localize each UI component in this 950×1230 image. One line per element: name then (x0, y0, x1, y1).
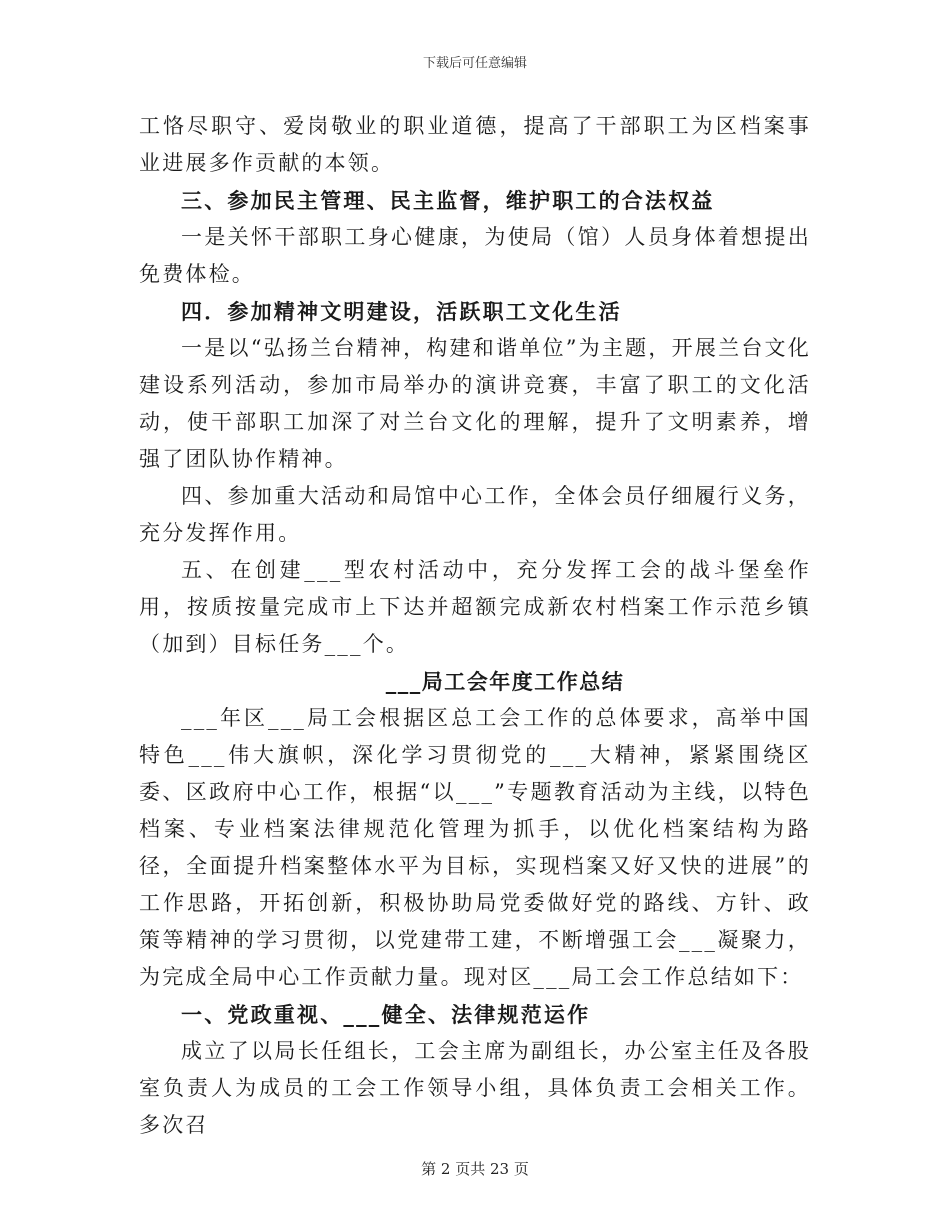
header-note: 下载后可任意编辑 (422, 56, 527, 71)
paragraph-continued: 工恪尽职守、爱岗敬业的职业道德，提高了干部职工为区档案事业进展多作贡献的本领。 (139, 114, 811, 175)
document-body (139, 108, 811, 1144)
paragraph-intro: ___年区___局工会根据区总工会工作的总体要求，高举中国特色___伟大旗帜，深化学习贯彻党的___大精神，紧紧围绕区委、区政府中心工作，根据“以___”专题教育活动为主线，以特色档案、专业档案法律规范化管理为抓手，以优化档案结构为路径，全面提升档案整体水平为目标，实现档案又好又快的进展”的工作思路，开拓创新，积极协助局党委做好党的路线、方针、政策等精神的学习贯彻，以党建带工建，不断增强工会___凝聚力，为完成全局中心工作贡献力量。现对区___局工会工作总结如下： (139, 706, 811, 989)
paragraph-major-activities: 四、参加重大活动和局馆中心工作，全体会员仔细履行义务，充分发挥作用。 (139, 484, 811, 545)
section-heading-1: 一、党政重视、___健全、法律规范运作 (181, 1002, 591, 1027)
paragraph-leadership: 成立了以局长任组长，工会主席为副组长，办公室主任及各股室负责人为成员的工会工作领导小组，具体负责工会相关工作。多次召 (139, 1039, 811, 1137)
document-title: ___局工会年度工作总结 (385, 669, 625, 694)
paragraph-new-village: 五、在创建___型农村活动中，充分发挥工会的战斗堡垒作用，按质按量完成市上下达并超额完成新农村档案工作示范乡镇（加到）目标任务___个。 (139, 558, 811, 656)
paragraph-culture: 一是以“弘扬兰台精神，构建和谐单位”为主题，开展兰台文化建设系列活动，参加市局举办的演讲竞赛，丰富了职工的文化活动，使干部职工加深了对兰台文化的理解，提升了文明素养，增强了团队协作精神。 (139, 336, 811, 471)
paragraph-health: 一是关怀干部职工身心健康，为使局（馆）人员身体着想提出免费体检。 (139, 225, 811, 286)
section-heading-3: 三、参加民主管理、民主监督，维护职工的合法权益 (181, 188, 715, 213)
section-heading-4: 四．参加精神文明建设，活跃职工文化生活 (181, 299, 622, 324)
page-number: 第 2 页共 23 页 (421, 1160, 529, 1178)
